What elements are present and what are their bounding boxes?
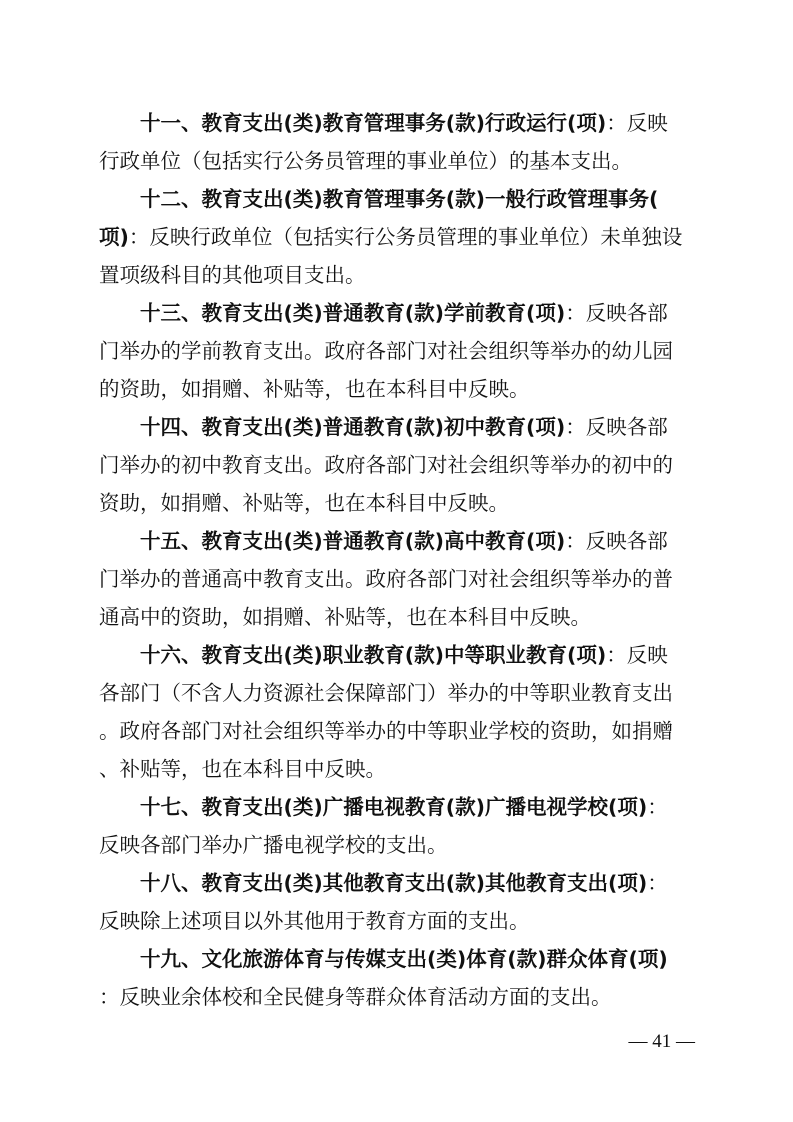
item-heading: 项) xyxy=(99,225,129,249)
item-heading: 十三、教育支出(类)普通教育(款)学前教育(项) xyxy=(140,301,566,325)
text-line xyxy=(99,716,673,746)
text-line xyxy=(99,906,530,936)
item-description: 通高中的资助，如捐赠、补贴等，也在本科目中反映。 xyxy=(99,605,591,629)
item-heading: 十五、教育支出(类)普通教育(款)高中教育(项) xyxy=(140,529,566,553)
page-number: — 41 — xyxy=(628,1031,695,1052)
item-heading: 十六、教育支出(类)职业教育(款)中等职业教育(项) xyxy=(140,643,607,667)
item-description: 反映各部门举办广播电视学校的支出。 xyxy=(99,833,448,857)
item-heading: 十一、教育支出(类)教育管理事务(款)行政运行(项) xyxy=(140,111,607,135)
text-line xyxy=(99,374,530,404)
item-description: 的资助，如捐赠、补贴等，也在本科目中反映。 xyxy=(99,377,530,401)
item-heading: 十八、教育支出(类)其他教育支出(款)其他教育支出(项) xyxy=(140,871,648,895)
item-heading: 十七、教育支出(类)广播电视教育(款)广播电视学校(项) xyxy=(140,795,648,819)
item-description: ：反映各部 xyxy=(565,529,668,553)
text-line xyxy=(140,640,668,670)
item-heading: 十四、教育支出(类)普通教育(款)初中教育(项) xyxy=(140,415,566,439)
text-line xyxy=(99,564,673,594)
item-description: ： xyxy=(647,871,668,895)
item-description: 反映除上述项目以外其他用于教育方面的支出。 xyxy=(99,909,530,933)
item-description: ： xyxy=(647,795,668,819)
item-description: 。政府各部门对社会组织等举办的中等职业学校的资助，如捐赠 xyxy=(99,719,673,743)
item-heading: 十二、教育支出(类)教育管理事务(款)一般行政管理事务( xyxy=(140,187,659,211)
text-line xyxy=(99,488,509,518)
text-line xyxy=(99,450,673,480)
text-line xyxy=(140,868,668,898)
item-description: 门举办的学前教育支出。政府各部门对社会组织等举办的幼儿园 xyxy=(99,339,673,363)
text-line xyxy=(140,792,668,822)
item-description: 置项级科目的其他项目支出。 xyxy=(99,263,366,287)
item-description: 门举办的普通高中教育支出。政府各部门对社会组织等举办的普 xyxy=(99,567,673,591)
item-description: ：反映业余体校和全民健身等群众体育活动方面的支出。 xyxy=(99,985,612,1009)
text-line xyxy=(140,184,658,214)
text-line xyxy=(140,944,668,974)
text-line xyxy=(140,298,668,328)
text-line xyxy=(99,982,612,1012)
item-description: 各部门（不含人力资源社会保障部门）举办的中等职业教育支出 xyxy=(99,681,673,705)
item-description: ：反映 xyxy=(606,111,668,135)
item-description: 门举办的初中教育支出。政府各部门对社会组织等举办的初中的 xyxy=(99,453,673,477)
text-line xyxy=(140,108,668,138)
text-line xyxy=(140,526,668,556)
text-line xyxy=(99,602,591,632)
item-description: 、补贴等，也在本科目中反映。 xyxy=(99,757,386,781)
text-line xyxy=(99,260,366,290)
item-description: ：反映各部 xyxy=(565,301,668,325)
item-description: ：反映各部 xyxy=(565,415,668,439)
item-heading: 十九、文化旅游体育与传媒支出(类)体育(款)群众体育(项) xyxy=(140,947,668,971)
text-line xyxy=(99,222,682,252)
text-line xyxy=(99,336,673,366)
item-description: 资助，如捐赠、补贴等，也在本科目中反映。 xyxy=(99,491,509,515)
item-description: ：反映 xyxy=(606,643,668,667)
text-line xyxy=(140,412,668,442)
item-description: 行政单位（包括实行公务员管理的事业单位）的基本支出。 xyxy=(99,149,632,173)
text-line xyxy=(99,754,386,784)
text-line xyxy=(99,830,448,860)
text-line xyxy=(99,678,673,708)
text-line xyxy=(99,146,632,176)
item-description: ：反映行政单位（包括实行公务员管理的事业单位）未单独设 xyxy=(128,225,683,249)
